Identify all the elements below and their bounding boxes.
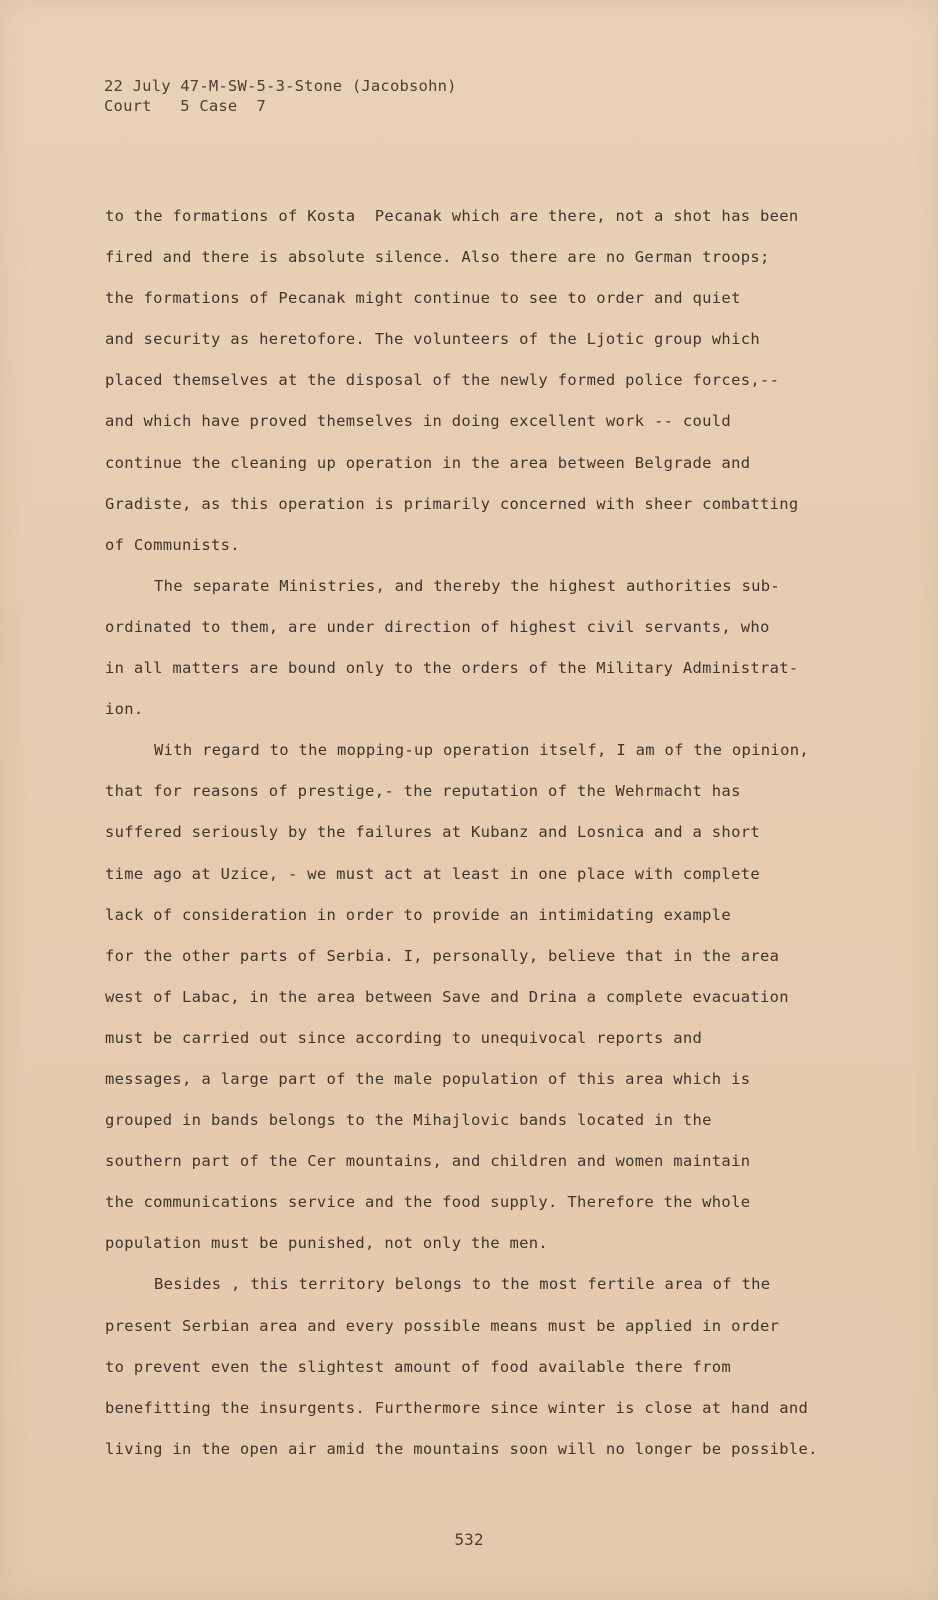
text-line: and which have proved themselves in doing excellent work -- could bbox=[105, 412, 732, 431]
text-line: present Serbian area and every possible means must be applied in order bbox=[105, 1316, 780, 1335]
text-line: grouped in bands belongs to the Mihajlovic bands located in the bbox=[105, 1111, 712, 1130]
text-line: suffered seriously by the failures at Kubanz and Losnica and a short bbox=[105, 823, 760, 842]
text-line: for the other parts of Serbia. I, personally, believe that in the area bbox=[105, 946, 780, 965]
text-line: of Communists. bbox=[105, 535, 240, 554]
text-line: southern part of the Cer mountains, and children and women maintain bbox=[105, 1152, 751, 1171]
text-line: fired and there is absolute silence. Also there are no German troops; bbox=[105, 248, 770, 267]
text-line: Gradiste, as this operation is primarily concerned with sheer combatting bbox=[105, 494, 799, 513]
text-line: ordinated to them, are under direction of highest civil servants, who bbox=[105, 617, 770, 636]
text-line: and security as heretofore. The volunteers of the Ljotic group which bbox=[105, 330, 760, 349]
text-line: time ago at Uzice, - we must act at least in one place with complete bbox=[105, 864, 760, 883]
text-line: west of Labac, in the area between Save and Drina a complete evacuation bbox=[105, 987, 789, 1006]
document-header bbox=[104, 76, 457, 116]
header-court-case: Court 5 Case 7 bbox=[104, 97, 267, 115]
text-line: in all matters are bound only to the orders of the Military Administrat- bbox=[105, 659, 799, 678]
text-line: Besides , this territory belongs to the most fertile area of the bbox=[154, 1275, 771, 1294]
text-line: lack of consideration in order to provide an intimidating example bbox=[105, 905, 732, 924]
text-line: that for reasons of prestige,- the reputation of the Wehrmacht has bbox=[105, 782, 741, 801]
text-line: placed themselves at the disposal of the newly formed police forces,-- bbox=[105, 371, 780, 390]
text-line: ion. bbox=[105, 700, 144, 719]
text-line: to the formations of Kosta Pecanak which are there, not a shot has been bbox=[105, 207, 799, 225]
text-line: the communications service and the food supply. Therefore the whole bbox=[105, 1193, 751, 1212]
text-line: benefitting the insurgents. Furthermore since winter is close at hand and bbox=[105, 1398, 809, 1417]
text-line: continue the cleaning up operation in the area between Belgrade and bbox=[105, 453, 751, 472]
page-number: 532 bbox=[454, 1530, 484, 1549]
text-line: With regard to the mopping-up operation itself, I am of the opinion, bbox=[154, 741, 809, 760]
text-line: the formations of Pecanak might continue to see to order and quiet bbox=[105, 289, 741, 308]
text-line: to prevent even the slightest amount of food available there from bbox=[105, 1357, 732, 1376]
text-line: must be carried out since according to unequivocal reports and bbox=[105, 1028, 703, 1047]
text-line: living in the open air amid the mountains soon will no longer be possible. bbox=[105, 1439, 818, 1458]
text-line: The separate Ministries, and thereby the highest authorities sub- bbox=[154, 576, 781, 595]
document-body bbox=[105, 196, 905, 1470]
header-reference: 22 July 47-M-SW-5-3-Stone (Jacobsohn) bbox=[104, 77, 457, 95]
text-line: messages, a large part of the male population of this area which is bbox=[105, 1069, 751, 1088]
text-line: population must be punished, not only the men. bbox=[105, 1234, 549, 1253]
